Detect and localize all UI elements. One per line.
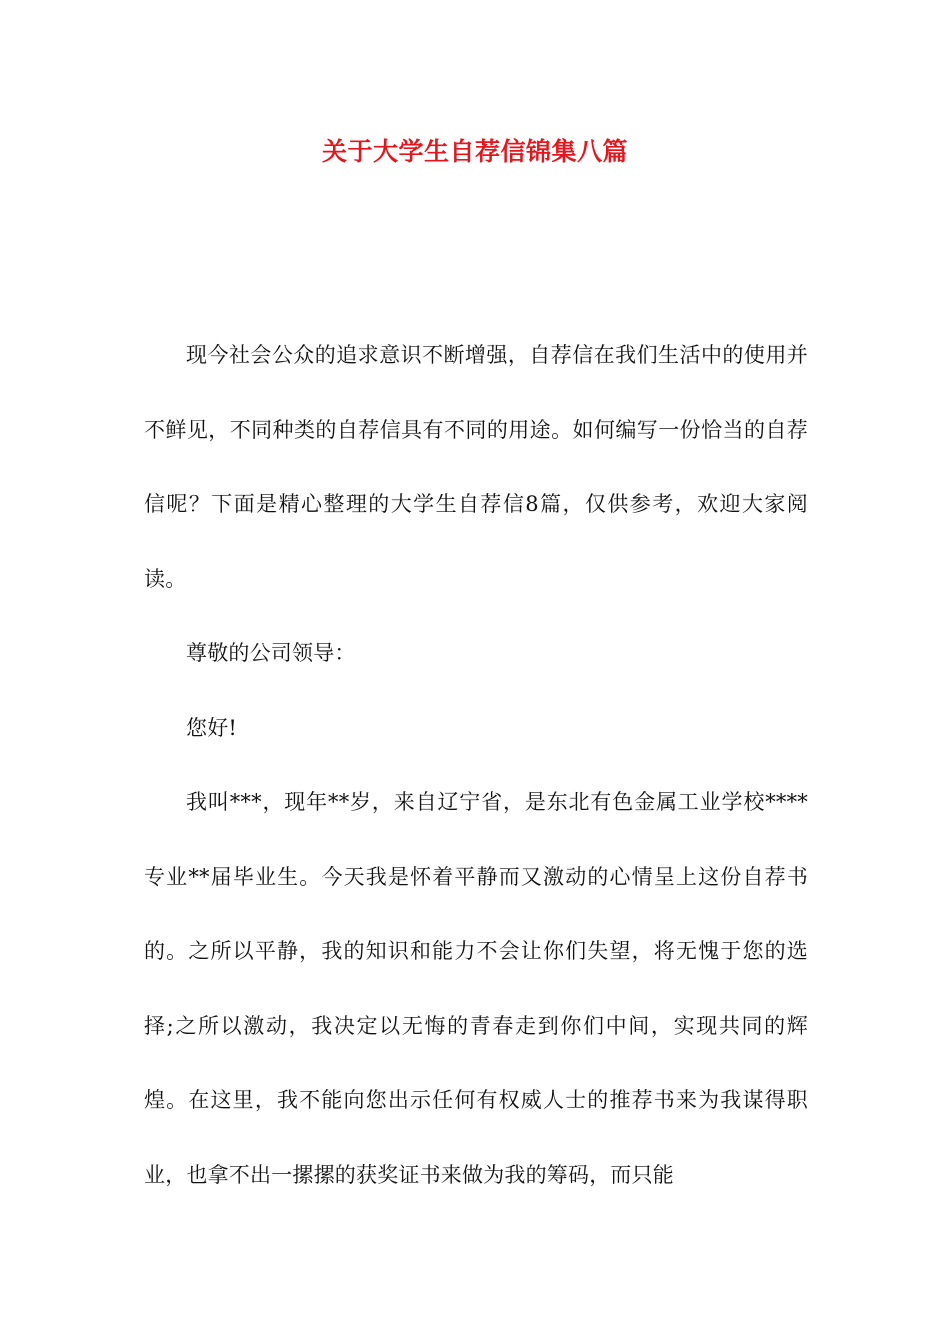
document-body	[144, 318, 808, 1212]
paragraph-self-introduction: 我叫***，现年**岁，来自辽宁省，是东北有色金属工业学校****专业**届毕业生。今天我是怀着平静而又激动的心情呈上这份自荐书的。之所以平静，我的知识和能力不会让你们失望，将无愧于您的选择;之所以激动，我决定以无悔的青春走到你们中间，实现共同的辉煌。在这里，我不能向您出示任何有权威人士的推荐书来为我谋得职业，也拿不出一摞摞的获奖证书来做为我的筹码，而只能	[144, 790, 808, 1187]
paragraph-intro: 现今社会公众的追求意识不断增强，自荐信在我们生活中的使用并不鲜见，不同种类的自荐信具有不同的用途。如何编写一份恰当的自荐信呢？下面是精心整理的大学生自荐信8篇，仅供参考，欢迎大家阅读。	[144, 343, 808, 591]
document-title: 关于大学生自荐信锦集八篇	[321, 137, 628, 166]
paragraph-greeting: 您好!	[186, 715, 238, 740]
paragraph-salutation: 尊敬的公司领导：	[186, 641, 356, 665]
